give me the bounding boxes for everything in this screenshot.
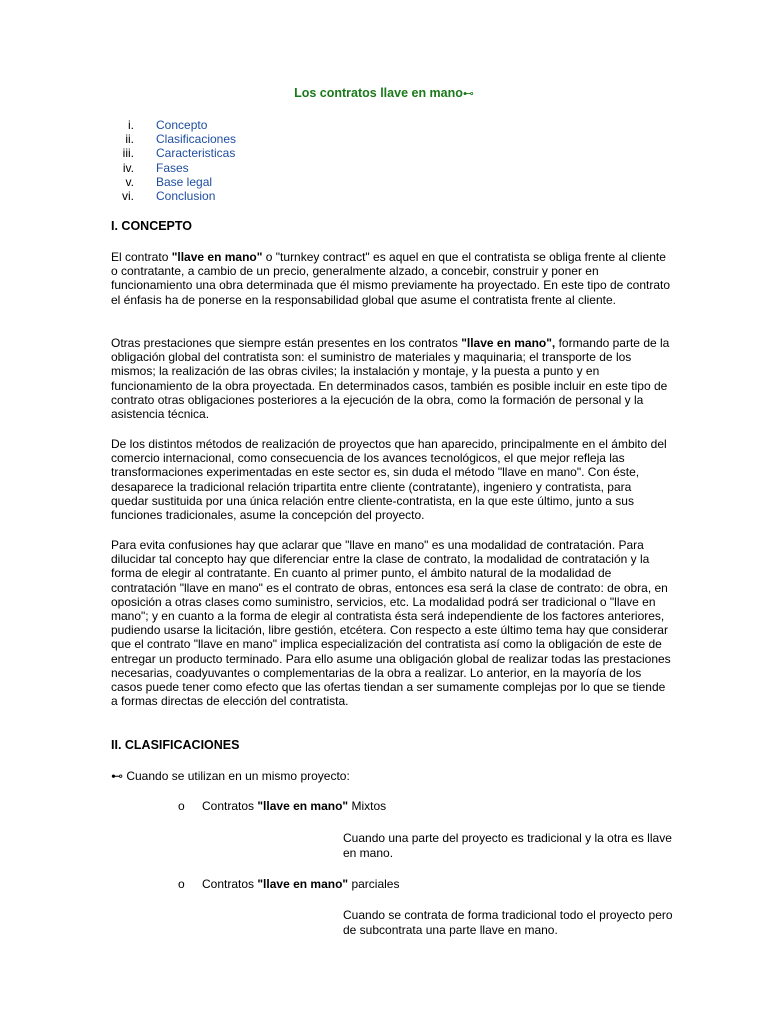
toc-link-clasificaciones[interactable]: Clasificaciones bbox=[156, 132, 237, 147]
toc-item[interactable]: vi. Conclusion bbox=[122, 189, 216, 204]
toc-item[interactable]: iii. Caracteristicas bbox=[122, 146, 236, 161]
toc-link-conclusion[interactable]: Conclusion bbox=[156, 189, 216, 204]
paragraph-3: De los distintos métodos de realización de proyectos que han aparecido, principalmente en el ámbito del comercio internacional, como consecuencia de los avances tecnológicos, el que mejor refleja las transformaciones experimentadas en este sector es, sin duda el método "llave en mano". Con éste, desaparece la tradicional relación tripartita entre cliente (contratante), ingeniero y contratista, para quedar sustituida por una única relación entre cliente-contratista, en la que este último, junto a sus funciones tradicionales, asume la concepción del proyecto. bbox=[111, 437, 667, 523]
description-parciales: Cuando se contrata de forma tradicional todo el proyecto pero de subcontrata una parte llave en mano. bbox=[343, 908, 673, 937]
description-mixtos: Cuando una parte del proyecto es tradicional y la otra es llave en mano. bbox=[343, 831, 672, 860]
circle-bullet-icon: o bbox=[178, 799, 185, 813]
table-of-contents bbox=[110, 118, 236, 203]
bullet-text: Cuando se utilizan en un mismo proyecto: bbox=[126, 769, 350, 783]
toc-item[interactable]: v. Base legal bbox=[125, 174, 213, 189]
list-item-parciales: o Contratos "llave en mano" parciales bbox=[178, 877, 400, 891]
paragraph-2: Otras prestaciones que siempre están presentes en los contratos "llave en mano", formando parte de la obligación global del contratista son: el suministro de materiales y maquinaria; el transporte de los mismos; la realización de las obras civiles; la instalación y montaje, y la puesta a punto y en funcionamiento de la obra proyectada. En determinados casos, también es posible incluir en este tipo de contrato otras obligaciones posteriores a la ejecución de la obra, como la formación de personal y la asistencia técnica. bbox=[111, 336, 670, 422]
toc-item[interactable]: i. Concepto bbox=[128, 118, 208, 132]
paragraph-4: Para evita confusiones hay que aclarar que "llave en mano" es una modalidad de contratación. Para dilucidar tal concepto hay que diferenciar entre la clase de contrato, la modalidad de contratación y la forma de elegir al contratante. En cuanto al primer punto, el ámbito natural de la modalidad de contratación "llave en mano" es el contrato de obras, entonces esa será la clase de contrato: de obra, en oposición a otras clases como suministro, servicios, etc. La modalidad podrá ser tradicional o "llave en mano"; y en cuanto a la forma de elegir al contratista ésta será independiente de los factores anteriores, pudiendo usarse la licitación, libre gestión, etcétera. Con respecto a este último tema hay que considerar que el contrato "llave en mano" implica especialización del contratista así como la obligación de este de entregar un producto terminado. Para ello asume una obligación global de realizar todas las prestaciones necesarias, coadyuvantes o complementarias de la obra a realizar. Lo anterior, en la mayoría de los casos puede tener como efecto que las ofertas tiendan a ser sumamente complejas por lo que se tiende a formas directas de elección del contratista. bbox=[111, 538, 671, 709]
toc-link-caracteristicas[interactable]: Caracteristicas bbox=[156, 146, 236, 161]
circle-bullet-icon: o bbox=[178, 877, 185, 891]
key-icon: ⊷ bbox=[462, 88, 474, 100]
title-text: Los contratos llave en mano bbox=[294, 86, 463, 100]
paragraph-1: El contrato "llave en mano" o "turnkey contract" es aquel en que el contratista se obliga frente al cliente o contratante, a cambio de un precio, generalmente alzado, a concebir, construir y poner en funcionamiento una obra determinada que él mismo previamente ha proyectado. En este tipo de contrato el énfasis ha de ponerse en la responsabilidad global que asume el contratista frente al cliente. bbox=[111, 250, 671, 307]
document-title bbox=[0, 86, 768, 100]
bullet-line bbox=[111, 769, 350, 783]
toc-link-fases[interactable]: Fases bbox=[156, 160, 189, 175]
toc-link-base-legal[interactable]: Base legal bbox=[156, 174, 213, 189]
key-bullet-icon: ⊷ bbox=[111, 769, 123, 783]
toc-item[interactable]: ii. Clasificaciones bbox=[125, 132, 237, 147]
toc-link-concepto[interactable]: Concepto bbox=[156, 118, 208, 132]
toc-item[interactable]: iv. Fases bbox=[122, 160, 189, 175]
list-item-mixtos: o Contratos "llave en mano" Mixtos bbox=[178, 799, 387, 813]
section-heading-clasificaciones: II. CLASIFICACIONES bbox=[111, 738, 240, 752]
section-heading-concepto: I. CONCEPTO bbox=[111, 219, 193, 233]
